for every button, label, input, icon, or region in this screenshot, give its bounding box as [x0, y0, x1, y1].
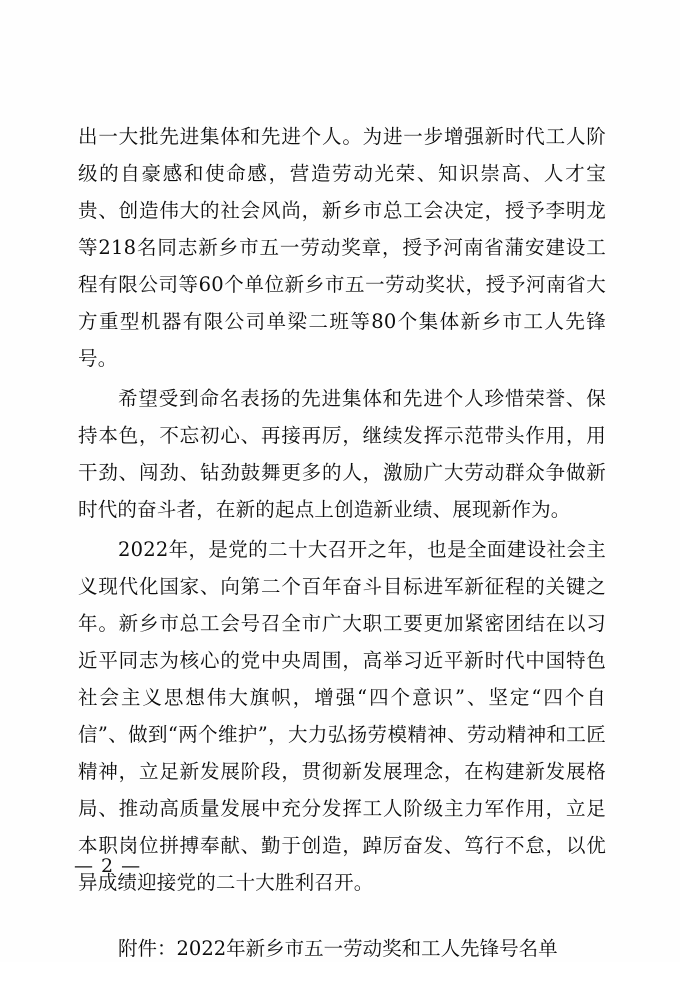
document-body	[78, 118, 606, 987]
page-number: — 2 —	[74, 855, 142, 877]
paragraph-2: 希望受到命名表扬的先进集体和先进个人珍惜荣誉、保持本色，不忘初心、再接再厉，继续发挥示范带头作用，用干劲、闯劲、钻劲鼓舞更多的人，激励广大劳动群众争做新时代的奋斗者，在新的起点上创造新业绩、展现新作为。	[78, 387, 606, 521]
paragraph-3: 2022年，是党的二十大召开之年，也是全面建设社会主义现代化国家、向第二个百年奋斗目标进军新征程的关键之年。新乡市总工会号召全市广大职工要更加紧密团结在以习近平同志为核心的党中央周围，高举习近平新时代中国特色社会主义思想伟大旗帜，增强“四个意识”、坚定“四个自信”、做到“两个维护”，大力弘扬劳模精神、劳动精神和工匠精神，立足新发展阶段，贯彻新发展理念，在构建新发展格局、推动高质量发展中充分发挥工人阶级主力军作用，立足本职岗位拼搏奉献、勤于创造，踔厉奋发、笃行不怠，以优异成绩迎接党的二十大胜利召开。	[78, 538, 606, 894]
attachment-line: 附件：2022年新乡市五一劳动奖和工人先锋号名单	[118, 937, 558, 960]
paragraph-1: 出一大批先进集体和先进个人。为进一步增强新时代工人阶级的自豪感和使命感，营造劳动光荣、知识崇高、人才宝贵、创造伟大的社会风尚，新乡市总工会决定，授予李明龙等218名同志新乡市五一劳动奖章，授予河南省蒲安建设工程有限公司等60个单位新乡市五一劳动奖状，授予河南省大方重型机器有限公司单梁二班等80个集体新乡市工人先锋号。	[78, 125, 606, 370]
